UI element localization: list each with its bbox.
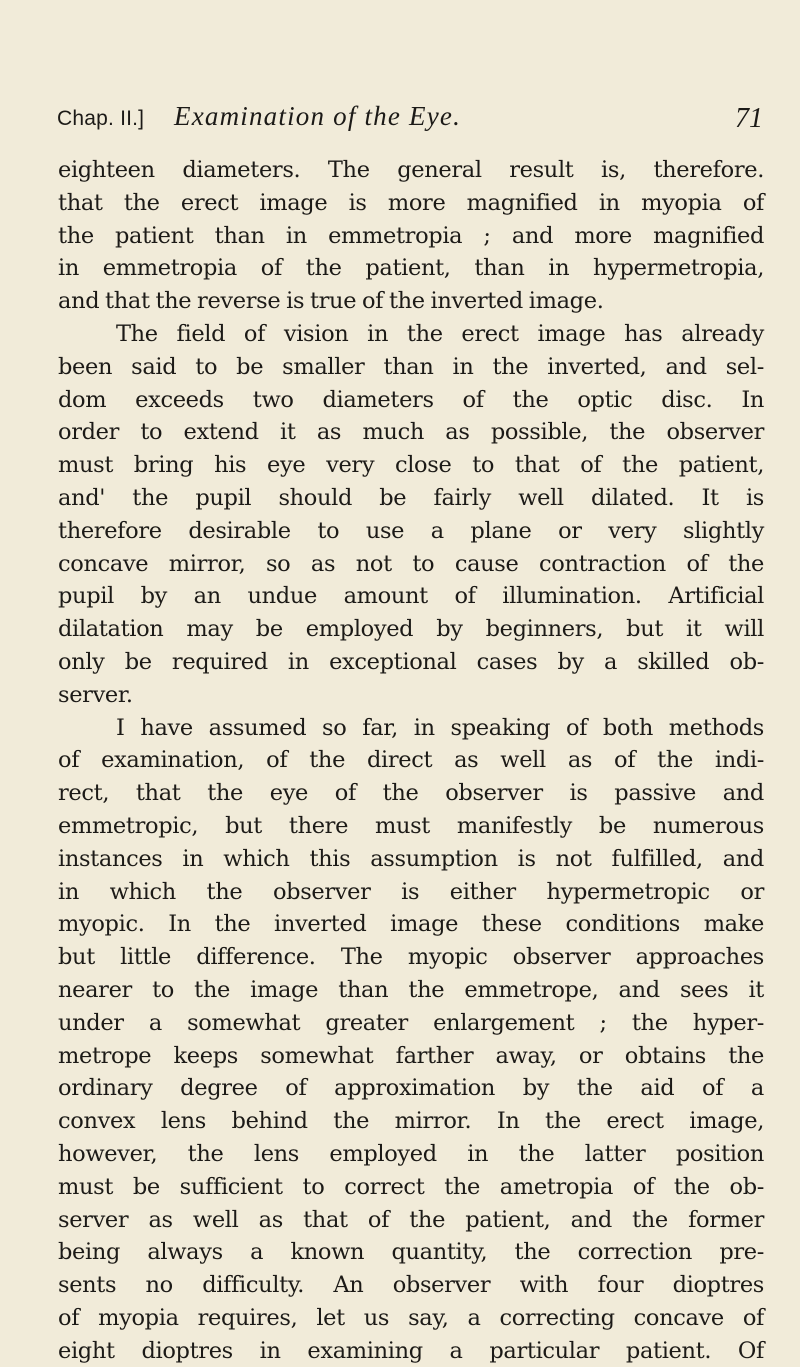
text-line: under a somewhat greater enlargement ; the hyper- (58, 1009, 764, 1036)
text-line: must be sufficient to correct the ametropia of the ob- (58, 1173, 764, 1200)
text-line: server as well as that of the patient, and the former (58, 1206, 764, 1233)
running-title: Examination of the Eye. (174, 101, 462, 131)
text-line: dilatation may be employed by beginners, but it will (58, 616, 764, 643)
text-line: dom exceeds two diameters of the optic disc. In (58, 386, 764, 413)
text-line: but little difference. The myopic observer approaches (58, 944, 764, 971)
text-line: pupil by an undue amount of illumination. Artificial (58, 583, 764, 610)
text-line: rect, that the eye of the observer is passive and (58, 780, 764, 807)
text-line: in which the observer is either hypermetropic or (58, 878, 764, 905)
body-text (58, 154, 764, 1367)
text-line: therefore desirable to use a plane or very slightly (58, 517, 764, 544)
text-line: sents no difficulty. An observer with four dioptres (58, 1272, 764, 1299)
text-line: ordinary degree of approximation by the aid of a (58, 1075, 764, 1102)
chapter-label: Chap. II.] (57, 107, 145, 130)
text-line: myopic. In the inverted image these conditions make (58, 911, 764, 938)
text-line: of myopia requires, let us say, a correcting concave of (58, 1304, 764, 1331)
text-line: instances in which this assumption is not fulfilled, and (58, 845, 764, 872)
text-line: and that the reverse is true of the inverted image. (58, 288, 604, 315)
text-line: that the erect image is more magnified in myopia of (58, 189, 764, 216)
text-line: and' the pupil should be fairly well dilated. It is (58, 484, 764, 511)
text-line: The field of vision in the erect image has already (116, 320, 764, 347)
text-line: however, the lens employed in the latter position (58, 1140, 764, 1167)
text-line: eighteen diameters. The general result is, therefore. (58, 157, 764, 183)
page-number: 71 (735, 103, 763, 134)
text-line: metrope keeps somewhat farther away, or obtains the (58, 1042, 764, 1069)
text-line: convex lens behind the mirror. In the erect image, (58, 1108, 764, 1135)
text-line: in emmetropia of the patient, than in hypermetropia, (58, 255, 764, 282)
text-line: must bring his eye very close to that of the patient, (58, 452, 764, 479)
text-line: eight dioptres in examining a particular patient. Of (58, 1337, 764, 1364)
text-line: being always a known quantity, the correction pre- (58, 1239, 764, 1266)
text-line: of examination, of the direct as well as of the indi- (58, 747, 764, 774)
text-line: the patient than in emmetropia ; and more magnified (58, 222, 764, 249)
running-head (57, 103, 763, 139)
text-line: server. (58, 681, 133, 708)
text-line: concave mirror, so as not to cause contraction of the (58, 550, 764, 577)
text-line: order to extend it as much as possible, the observer (58, 419, 764, 446)
text-line: been said to be smaller than in the inverted, and sel- (58, 353, 764, 380)
text-line: only be required in exceptional cases by a skilled ob- (58, 648, 764, 675)
text-line: emmetropic, but there must manifestly be numerous (58, 812, 764, 839)
text-line: I have assumed so far, in speaking of both methods (116, 714, 764, 741)
text-line: nearer to the image than the emmetrope, and sees it (58, 976, 764, 1003)
